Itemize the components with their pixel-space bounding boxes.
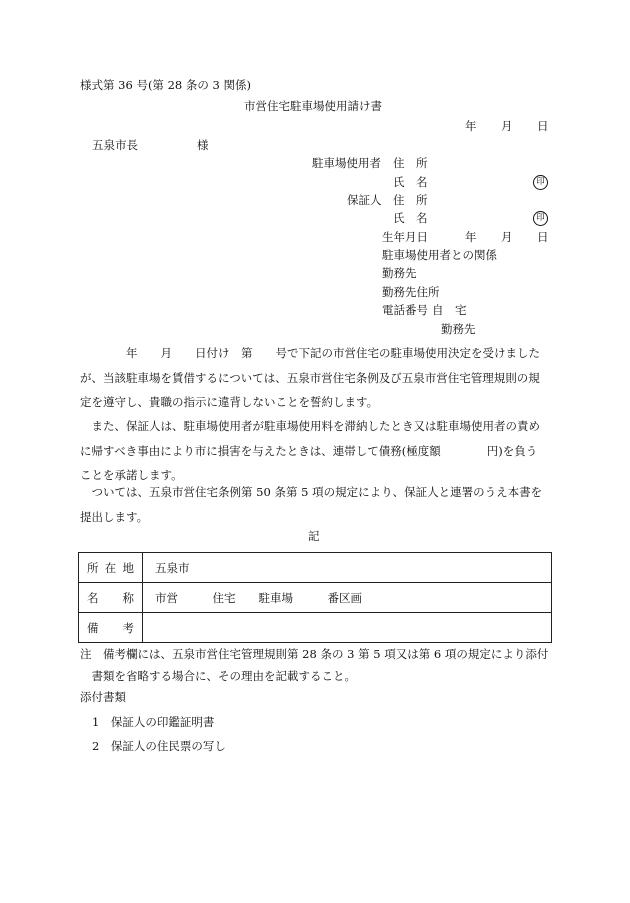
note-line: 注 備考欄には、五泉市営住宅管理規則第 28 条の 3 第 5 項又は第 6 項の規定により添付 xyxy=(80,647,549,661)
phone-label: 電話番号 xyxy=(382,303,428,317)
note xyxy=(80,643,550,687)
relation-label: 駐車場使用者との関係 xyxy=(382,248,497,262)
date-month: 月 xyxy=(501,119,513,133)
workplace-label: 勤務先 xyxy=(382,266,417,280)
body-line: が、当該駐車場を賃借するについては、五泉市営住宅条例及び五泉市営住宅管理規則の規 xyxy=(80,370,540,385)
body-line: また、保証人は、駐車場使用者が駐車場使用料を滞納したとき又は駐車場使用者の責め xyxy=(80,419,540,433)
body-paragraph-3 xyxy=(80,480,550,529)
ki-heading: 記 xyxy=(308,529,320,543)
phone-home-label: 自 宅 xyxy=(432,303,467,317)
body-paragraph-2 xyxy=(80,414,550,488)
guarantor-address-label: 住 所 xyxy=(393,193,428,207)
row-label-remarks: 備 考 xyxy=(79,613,143,643)
table-row xyxy=(79,613,552,643)
addressee-mayor: 五泉市長 xyxy=(92,138,138,152)
details-table xyxy=(78,552,552,643)
birthdate-year: 年 xyxy=(465,230,477,244)
user-name-label: 氏 名 xyxy=(393,175,428,189)
body-line: に帰すべき事由により市に損害を与えたときは、連帯して債務(極度額 円)を負う xyxy=(80,443,538,458)
attachment-item: 1 保証人の印鑑証明書 xyxy=(92,715,215,729)
row-value-location: 五泉市 xyxy=(143,553,552,583)
addressee-sama: 様 xyxy=(197,138,209,152)
body-line: 定を遵守し、貴職の指示に違背しないことを誓約します。 xyxy=(80,395,379,409)
attachments-heading: 添付書類 xyxy=(80,690,126,704)
table-row xyxy=(79,583,552,613)
user-address-label: 住 所 xyxy=(393,156,428,170)
user-role-label: 駐車場使用者 xyxy=(312,156,381,170)
user-seal-icon: 印 xyxy=(533,175,548,190)
row-label-location: 所 在 地 xyxy=(79,553,143,583)
body-line: ついては、五泉市営住宅条例第 50 条第 5 項の規定により、保証人と連署のうえ本書を xyxy=(80,485,543,499)
attachment-item: 2 保証人の住民票の写し xyxy=(92,739,226,753)
table-row xyxy=(79,553,552,583)
phone-work-label: 勤務先 xyxy=(441,322,476,336)
body-line: 年 月 日付け 第 号で下記の市営住宅の駐車場使用決定を受けました xyxy=(80,346,540,360)
birthdate-month: 月 xyxy=(501,230,513,244)
body-paragraph-1 xyxy=(80,341,550,415)
guarantor-seal-icon: 印 xyxy=(533,211,548,226)
date-year: 年 xyxy=(465,119,477,133)
guarantor-role-label: 保証人 xyxy=(347,193,382,207)
date-day: 日 xyxy=(537,119,549,133)
form-number: 様式第 36 号(第 28 条の 3 関係) xyxy=(80,78,251,92)
guarantor-name-label: 氏 名 xyxy=(393,211,428,225)
birthdate-label: 生年月日 xyxy=(382,230,428,244)
note-line: 書類を省略する場合に、その理由を記載すること。 xyxy=(80,669,356,683)
row-label-name: 名 称 xyxy=(79,583,143,613)
row-value-remarks xyxy=(143,613,552,643)
birthdate-day: 日 xyxy=(537,230,549,244)
body-line: 提出します。 xyxy=(80,509,149,524)
workplace-address-label: 勤務先住所 xyxy=(382,285,440,299)
row-value-name: 市営 住宅 駐車場 番区画 xyxy=(143,583,552,613)
body-line: ことを承諾します。 xyxy=(80,468,183,482)
page-title: 市営住宅駐車場使用請け書 xyxy=(244,99,382,113)
